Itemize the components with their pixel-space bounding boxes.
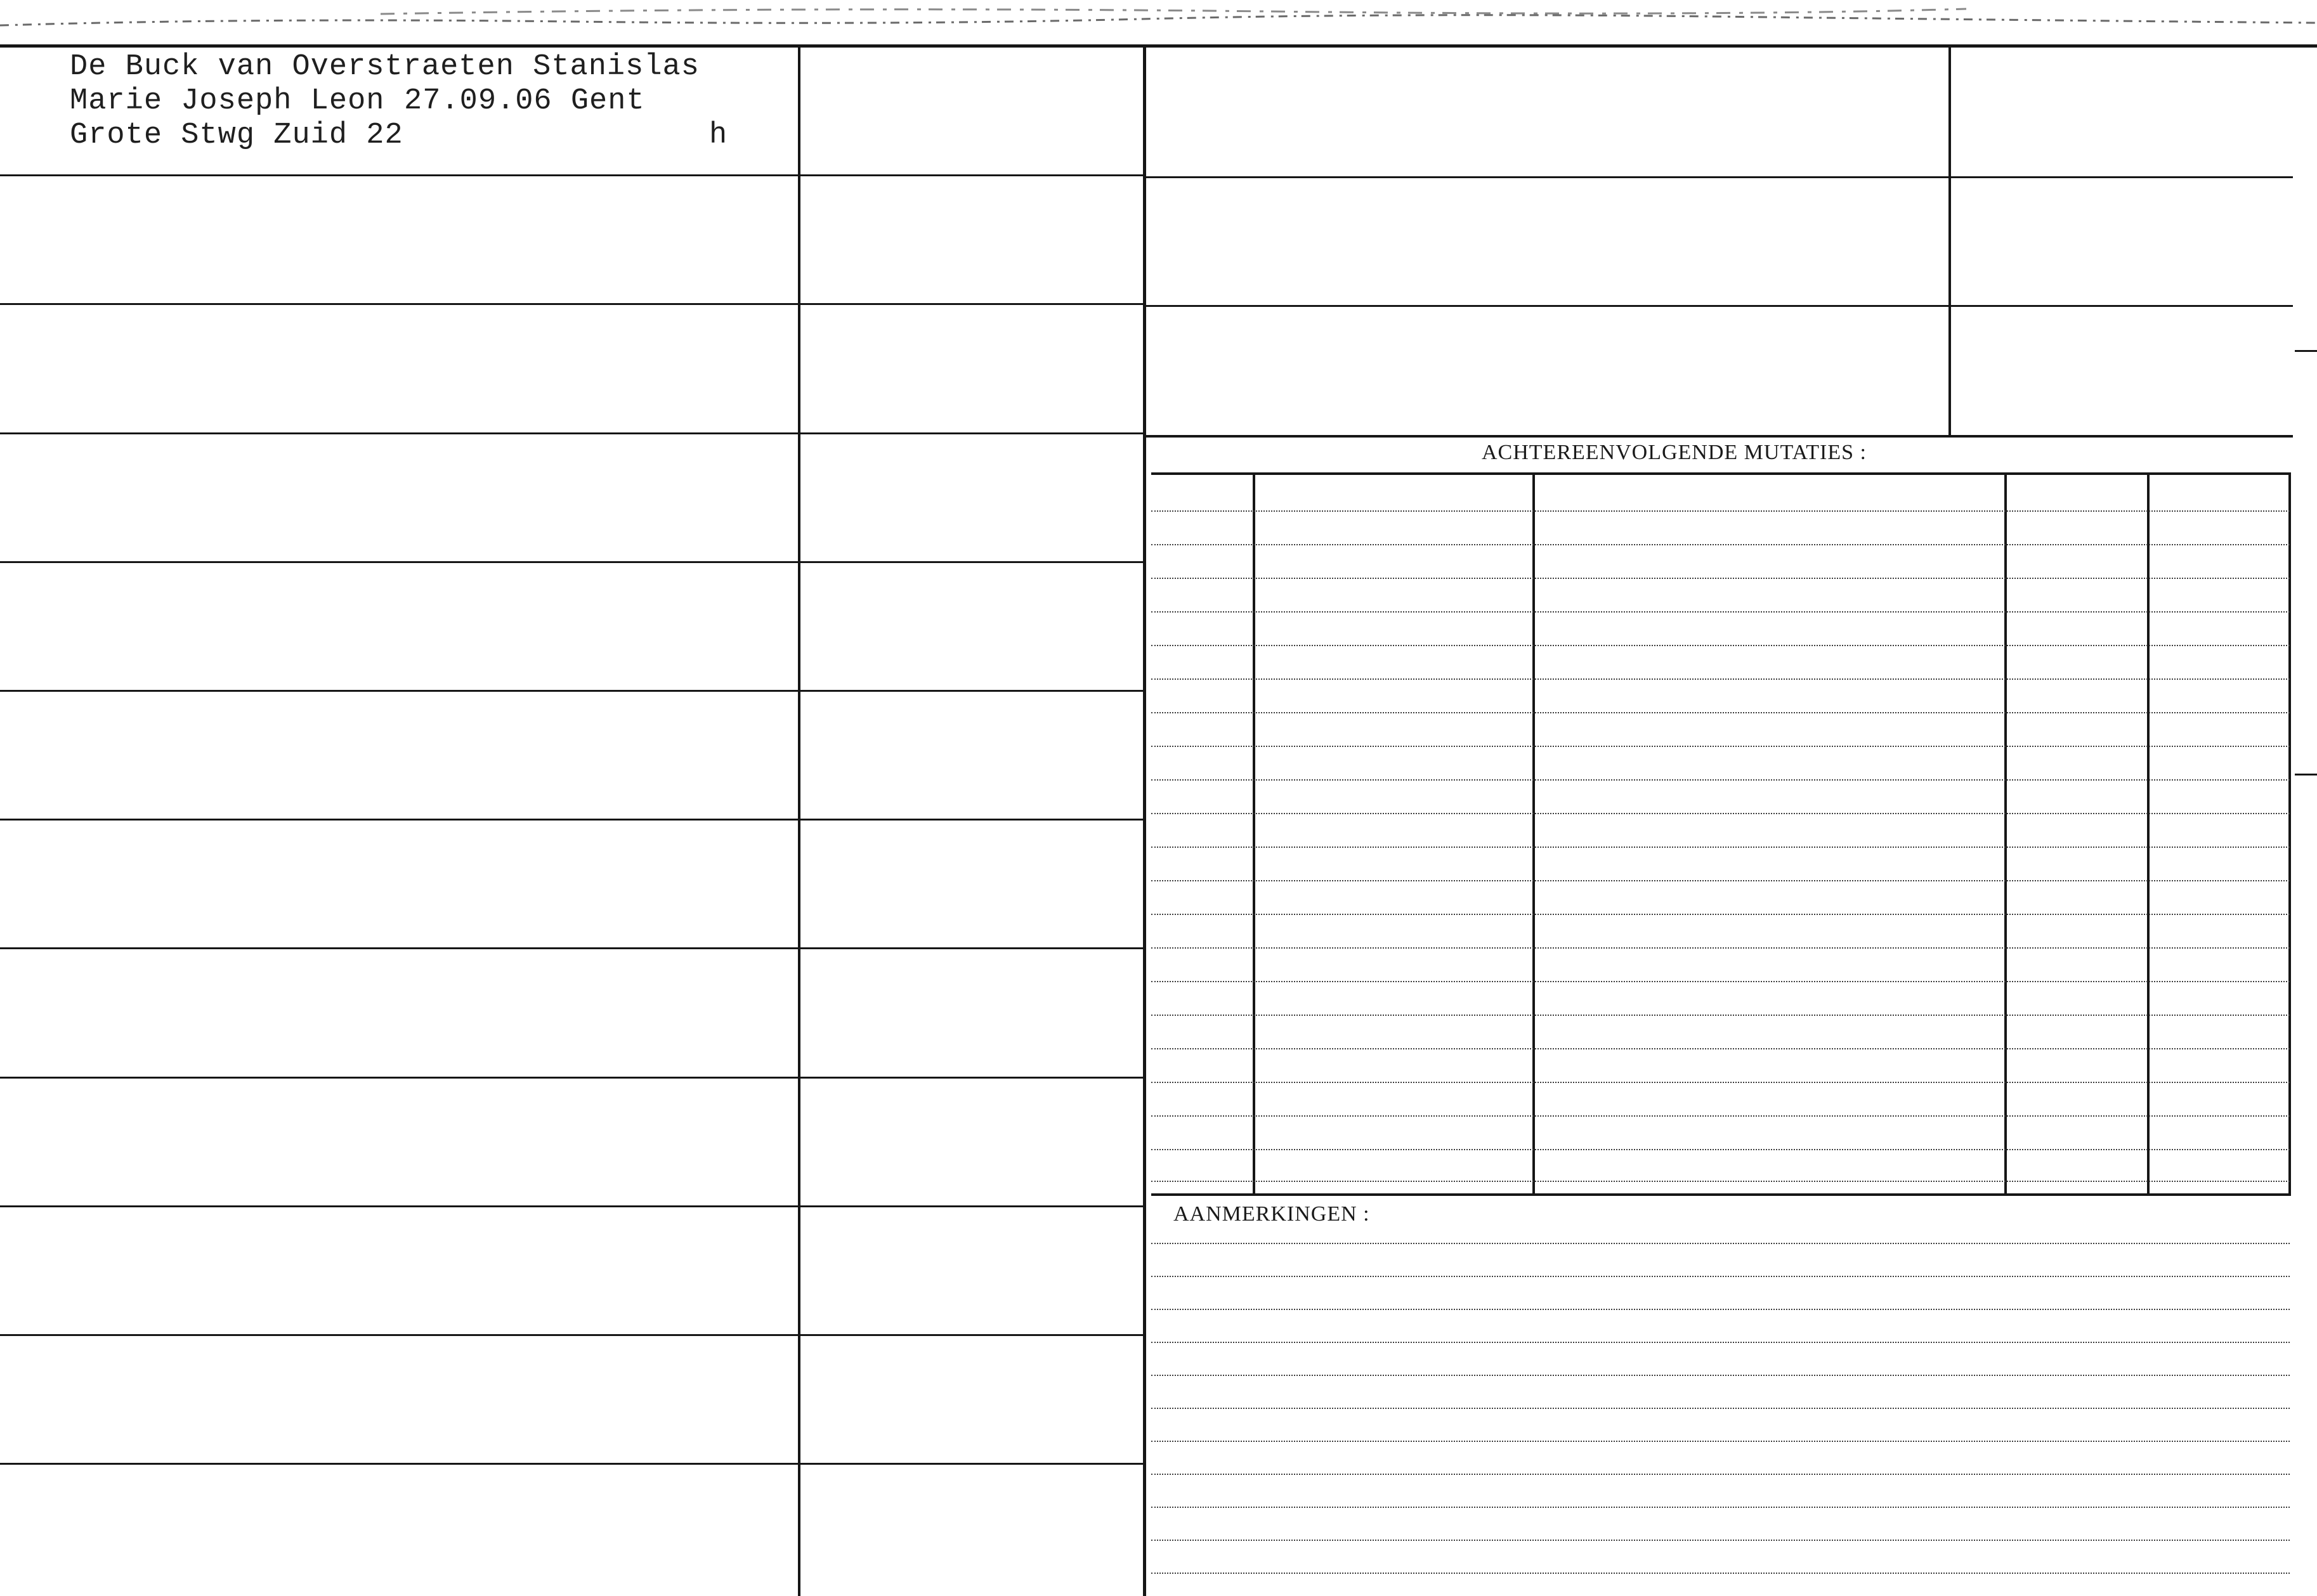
header-bleed-strip xyxy=(0,0,2317,44)
record-address: Grote Stwg Zuid 22 xyxy=(70,119,403,152)
mutations-col-2 xyxy=(1532,475,1535,1193)
record-birth: 27.09.06 Gent xyxy=(404,84,645,118)
right-edge-tick-1 xyxy=(2295,350,2317,352)
mutations-col-4 xyxy=(2147,475,2150,1193)
right-upper-rule-3 xyxy=(1146,435,2293,438)
remarks-title: AANMERKINGEN : xyxy=(1173,1202,1370,1226)
column-divider-1 xyxy=(798,48,800,1596)
top-rule xyxy=(0,44,2317,48)
record-mark: h xyxy=(709,119,728,152)
mutations-col-3 xyxy=(2004,475,2007,1193)
right-upper-rule-2 xyxy=(1146,305,2293,307)
mutations-table-top xyxy=(1151,472,2291,475)
mutations-col-1 xyxy=(1253,475,1255,1193)
record-name: De Buck van Overstraeten Stanislas xyxy=(70,50,700,84)
mutations-title: ACHTEREENVOLGENDE MUTATIES : xyxy=(1482,441,1867,464)
record-given-names: Marie Joseph Leon xyxy=(70,84,385,118)
column-divider-2 xyxy=(1143,48,1146,1596)
right-upper-rule-1 xyxy=(1146,176,2293,178)
mutations-table-bottom xyxy=(1151,1193,2291,1196)
column-divider-3 xyxy=(1948,48,1951,436)
mutations-right-edge xyxy=(2288,472,2291,1196)
right-edge-tick-2 xyxy=(2295,774,2317,775)
